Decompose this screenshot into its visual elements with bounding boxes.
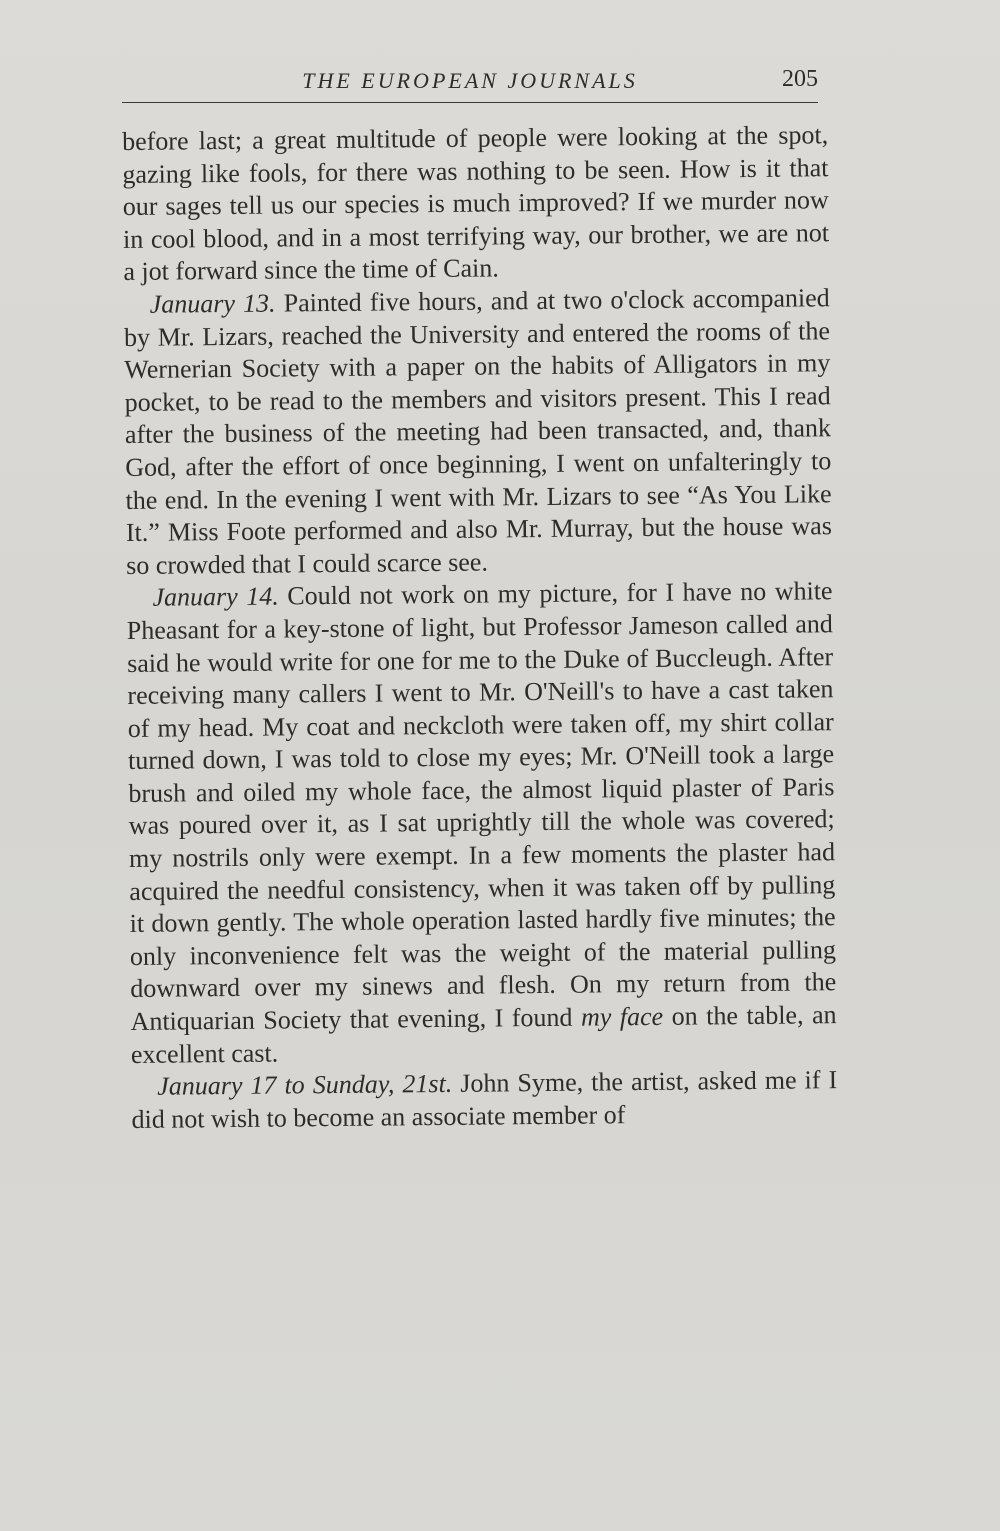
entry-text: Could not work on my picture, for I have no white Pheasant for a key-stone of light, but Professor Jameson called and said he would write for one for me to the Duke of Buccleugh. After receiving many callers I went to Mr. O'Neill's to have a cast taken of my head. My coat and neckcloth were taken off, my shirt collar turned down, I was told to close my eyes; Mr. O'Neill took a large brush and oiled my whole face, the almost liquid plaster of Paris was poured over it, as I sat uprightly till the whole was covered; my nostrils only were exempt. In a few moments the plaster had acquired the needful consistency, when it was taken off by pulling it down gently. The whole operation lasted hardly five minutes; the only inconvenience felt was the weight of the material pulling downward over my sinews and flesh. On my return from the Antiquarian Society that evening, I found	[126, 576, 837, 1036]
entry-text: John Syme, the artist, asked me if I did not wish to become an associate member of	[131, 1065, 838, 1134]
entry-date: January 14.	[152, 581, 279, 613]
running-title: THE EUROPEAN JOURNALS	[302, 68, 638, 93]
journal-entry-jan-17	[131, 1064, 838, 1136]
entry-date: January 13.	[149, 288, 276, 319]
page-number: 205	[782, 66, 818, 92]
paragraph-text: before last; a great multitude of people were looking at the spot, gazing like fools, for there was nothing to be seen. How is it that our sages tell us our species is much improved? If we murder now in cool blood, and in a most terrifying way, our brother, we are not a jot forward since the time of Cain.	[122, 120, 830, 287]
journal-entry-jan-14	[126, 576, 837, 1072]
entry-text: Painted five hours, and at two o'clock accompanied by Mr. Lizars, reached the University and entered the rooms of the Wernerian Society with a paper on the habits of Alligators in my pocket, to be read to the members and visitors present. This I read after the business of the meeting had been transacted, and, thank God, after the effort of once beginning, I went on unfalteringly to the end. In the evening I went with Mr. Lizars to see “As You Like It.” Miss Foote performed and also Mr. Murray, but the house was so crowded that I could scarce see.	[123, 283, 833, 580]
entry-date: January 17 to Sunday, 21st.	[157, 1069, 453, 1101]
journal-entry-jan-13	[124, 282, 833, 582]
running-head	[122, 62, 818, 103]
body-text	[122, 119, 838, 1136]
entry-italic-phrase: my face	[580, 1001, 664, 1032]
paragraph-continuation	[122, 119, 830, 289]
entry-text-end: on the table, an excellent cast.	[130, 1000, 837, 1069]
